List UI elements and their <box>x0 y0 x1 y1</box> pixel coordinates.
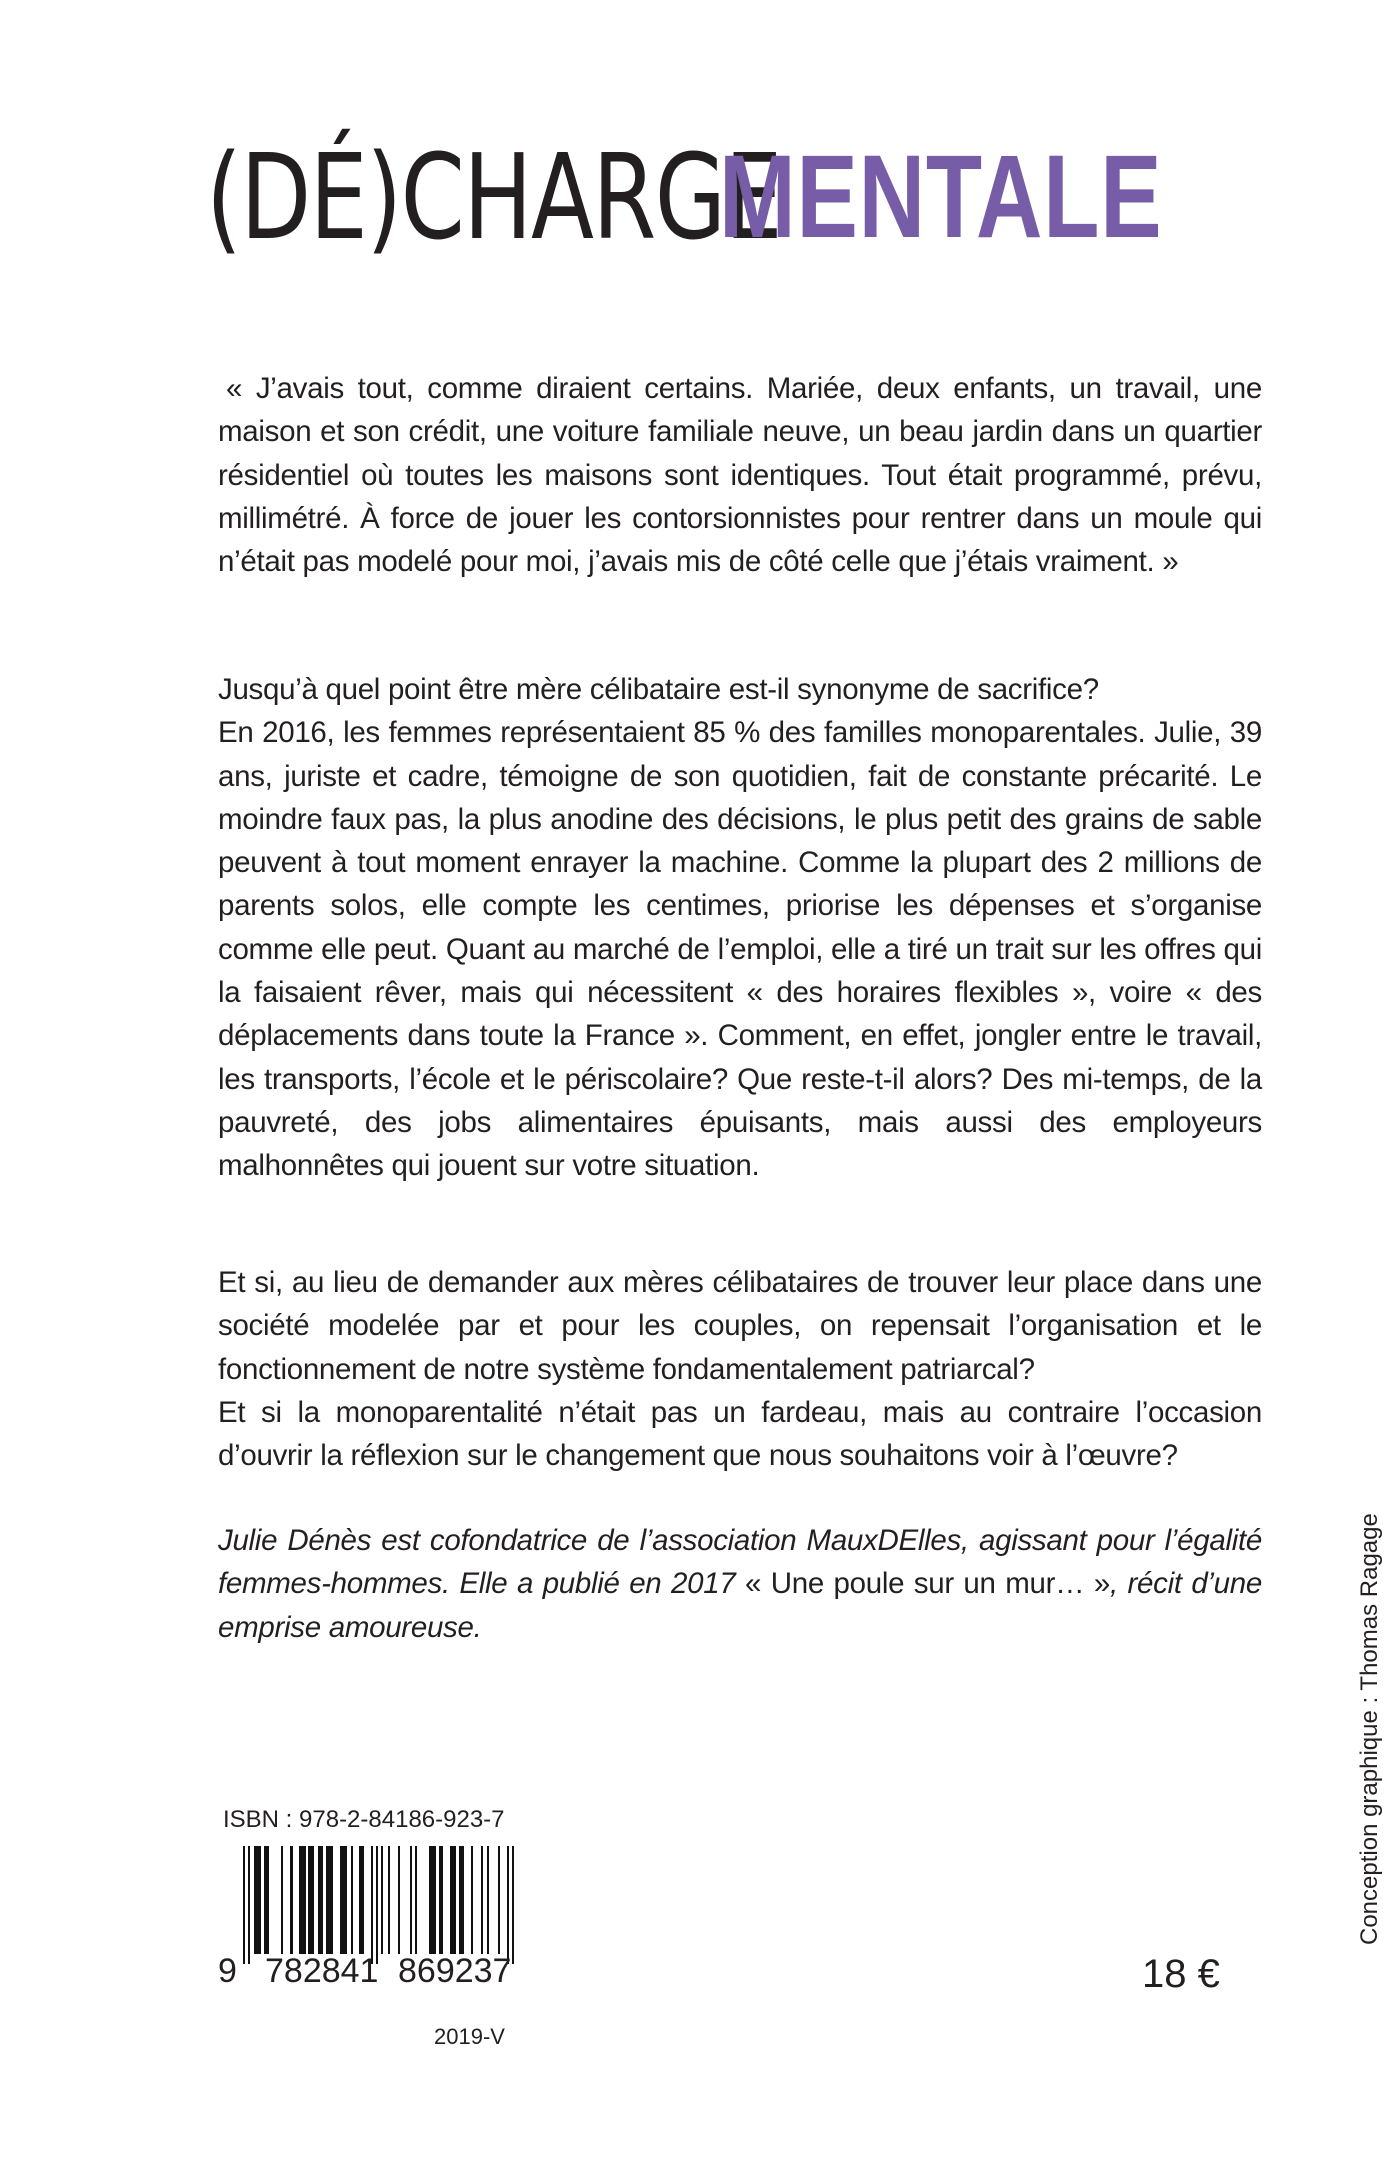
title-decharge: (DÉ)CHARGE <box>206 128 782 266</box>
blurb-paragraph-3 <box>218 1261 1262 1477</box>
paragraph-3-part-2: Et si la monoparentalité n’était pas un fardeau, mais au contraire l’occasion d’ouvrir la réflexion sur le changement que nous souhaitons voir à l’œuvre? <box>218 1395 1262 1473</box>
barcode-digits-right: 869237 <box>398 1952 512 1990</box>
barcode-digit-first: 9 <box>218 1952 237 1990</box>
question-line: Jusqu’à quel point être mère célibataire est-il synonyme de sacrifice? <box>218 673 1099 706</box>
paragraph-3-part-1: Et si, au lieu de demander aux mères célibataires de trouver leur place dans une société modelée par et pour les couples, on repensait l’organisation et le fonctionnement de notre système fondamentalement patriarcal? <box>218 1266 1262 1386</box>
paragraph-2-text: En 2016, les femmes représentaient 85 % des familles monoparentales. Julie, 39 ans, juriste et cadre, témoigne de son quotidien, fait de constante précarité. Le moindre faux pas, la plus anodine des décisions, le plus petit des grains de sable peuvent à tout moment enrayer la machine. Comme la plupart des 2 millions de parents solos, elle compte les centimes, priorise les dépenses et s’organise comme elle peut. Quant au marché de l’emploi, elle a tiré un trait sur les offres qui la faisaient rêver, mais qui nécessitent « des horaires flexibles », voire « des déplacements dans toute la France ». Comment, en effet, jongler entre le travail, les transports, l’école et le périscolaire? Que reste-t-il alors? Des mi-temps, de la pauvreté, des jobs alimentaires épuisants, mais aussi des employeurs malhonnêtes qui jouent sur votre situation. <box>218 716 1262 1183</box>
author-bio-part-1: Julie Dénès est cofondatrice de l’association MauxDElles, agissant pour l’égalité femmes-hommes. Elle a publié en 2017 <box>218 1524 1262 1601</box>
barcode-icon <box>243 1846 523 1964</box>
title-mentale: MENTALE <box>719 131 1163 263</box>
barcode-digits-left: 782841 <box>265 1952 379 1990</box>
quote-text: « J’avais tout, comme diraient certains. Mariée, deux enfants, un travail, une maison et son crédit, une voiture familiale neuve, un beau jardin dans un quartier résidentiel où toutes les maisons sont identiques. Tout était programmé, prévu, millimétré. À force de jouer les contorsionnistes pour rentrer dans un moule qui n’était pas modelé pour moi, j’avais mis de côté celle que j’étais vraiment. » <box>218 372 1262 579</box>
book-title <box>206 128 1163 266</box>
price: 18 € <box>1142 1952 1220 1996</box>
edition-code: 2019-V <box>434 2024 505 2049</box>
author-bio <box>218 1519 1262 1649</box>
blurb-quote <box>218 367 1262 583</box>
author-bio-part-2: , récit d’une emprise amoureuse. <box>218 1567 1263 1644</box>
author-bio-text <box>218 1519 1262 1649</box>
design-credit: Conception graphique : Thomas Ragage <box>1356 1513 1383 1945</box>
isbn-label: ISBN : 978-2-84186-923-7 <box>223 1806 505 1833</box>
blurb-paragraph-2 <box>218 668 1262 1188</box>
author-bio-book-title: « Une poule sur un mur… » <box>745 1567 1111 1601</box>
